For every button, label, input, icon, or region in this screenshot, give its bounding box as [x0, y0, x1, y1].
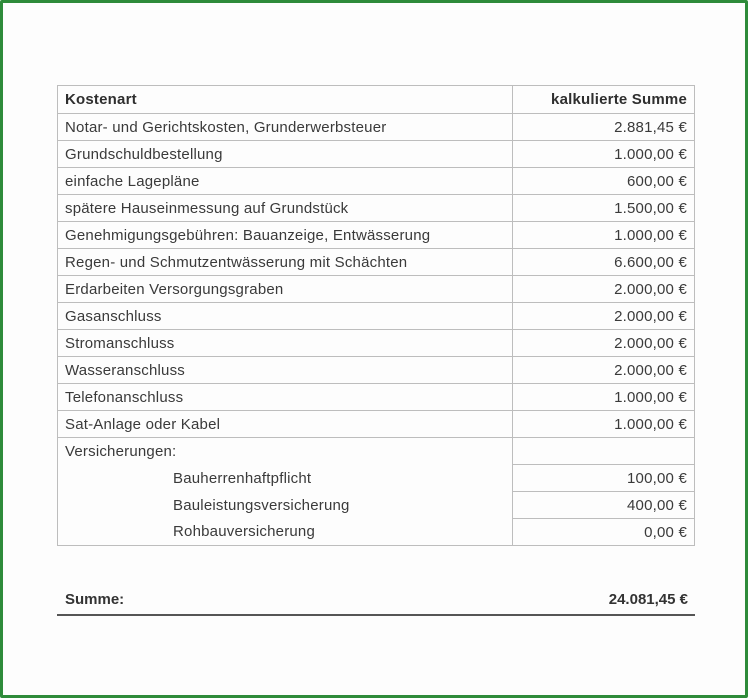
amount-cell: 2.881,45 €	[513, 114, 695, 141]
cost-type-cell: einfache Lagepläne	[58, 168, 513, 195]
cost-table	[57, 85, 695, 546]
table-row	[58, 357, 695, 384]
amount-cell-empty	[513, 438, 695, 465]
amount-cell: 0,00 €	[513, 519, 695, 546]
table-row	[58, 330, 695, 357]
table-row	[58, 303, 695, 330]
amount-cell: 1.000,00 €	[513, 411, 695, 438]
cost-type-cell: Erdarbeiten Versorgungsgraben	[58, 276, 513, 303]
amount-cell: 1.000,00 €	[513, 384, 695, 411]
amount-cell: 2.000,00 €	[513, 276, 695, 303]
amount-cell: 400,00 €	[513, 492, 695, 519]
cost-type-cell: Stromanschluss	[58, 330, 513, 357]
amount-cell: 6.600,00 €	[513, 249, 695, 276]
table-row	[58, 249, 695, 276]
cost-type-cell: Genehmigungsgebühren: Bauanzeige, Entwässerung	[58, 222, 513, 249]
amount-cell: 2.000,00 €	[513, 357, 695, 384]
table-row	[58, 168, 695, 195]
table-row-group-header	[58, 438, 695, 465]
total-value: 24.081,45 €	[608, 591, 688, 608]
cost-type-cell: Sat-Anlage oder Kabel	[58, 411, 513, 438]
amount-cell: 600,00 €	[513, 168, 695, 195]
table-row	[58, 222, 695, 249]
table-row	[58, 141, 695, 168]
total-row	[57, 588, 695, 616]
amount-cell: 100,00 €	[513, 465, 695, 492]
table-row	[58, 384, 695, 411]
table-header-row	[58, 86, 695, 114]
table-row-sub	[58, 492, 695, 519]
insurance-type-cell: Bauleistungsversicherung	[58, 492, 513, 519]
group-label-cell: Versicherungen:	[58, 438, 513, 465]
insurance-type-cell: Bauherrenhaftpflicht	[58, 465, 513, 492]
amount-cell: 2.000,00 €	[513, 330, 695, 357]
header-calculated-sum: kalkulierte Summe	[513, 86, 695, 114]
table-row-sub	[58, 519, 695, 546]
cost-type-cell: Regen- und Schmutzentwässerung mit Schächten	[58, 249, 513, 276]
cost-type-cell: Gasanschluss	[58, 303, 513, 330]
amount-cell: 1.000,00 €	[513, 222, 695, 249]
amount-cell: 1.000,00 €	[513, 141, 695, 168]
cost-type-cell: Grundschuldbestellung	[58, 141, 513, 168]
table-row	[58, 195, 695, 222]
table-row	[58, 276, 695, 303]
cost-type-cell: Notar- und Gerichtskosten, Grunderwerbsteuer	[58, 114, 513, 141]
insurance-type-cell: Rohbauversicherung	[58, 519, 513, 546]
amount-cell: 2.000,00 €	[513, 303, 695, 330]
total-label: Summe:	[65, 591, 125, 608]
amount-cell: 1.500,00 €	[513, 195, 695, 222]
table-row	[58, 411, 695, 438]
cost-type-cell: Telefonanschluss	[58, 384, 513, 411]
cost-type-cell: spätere Hauseinmessung auf Grundstück	[58, 195, 513, 222]
table-row-sub	[58, 465, 695, 492]
table-row	[58, 114, 695, 141]
cost-type-cell: Wasseranschluss	[58, 357, 513, 384]
header-cost-type: Kostenart	[58, 86, 513, 114]
